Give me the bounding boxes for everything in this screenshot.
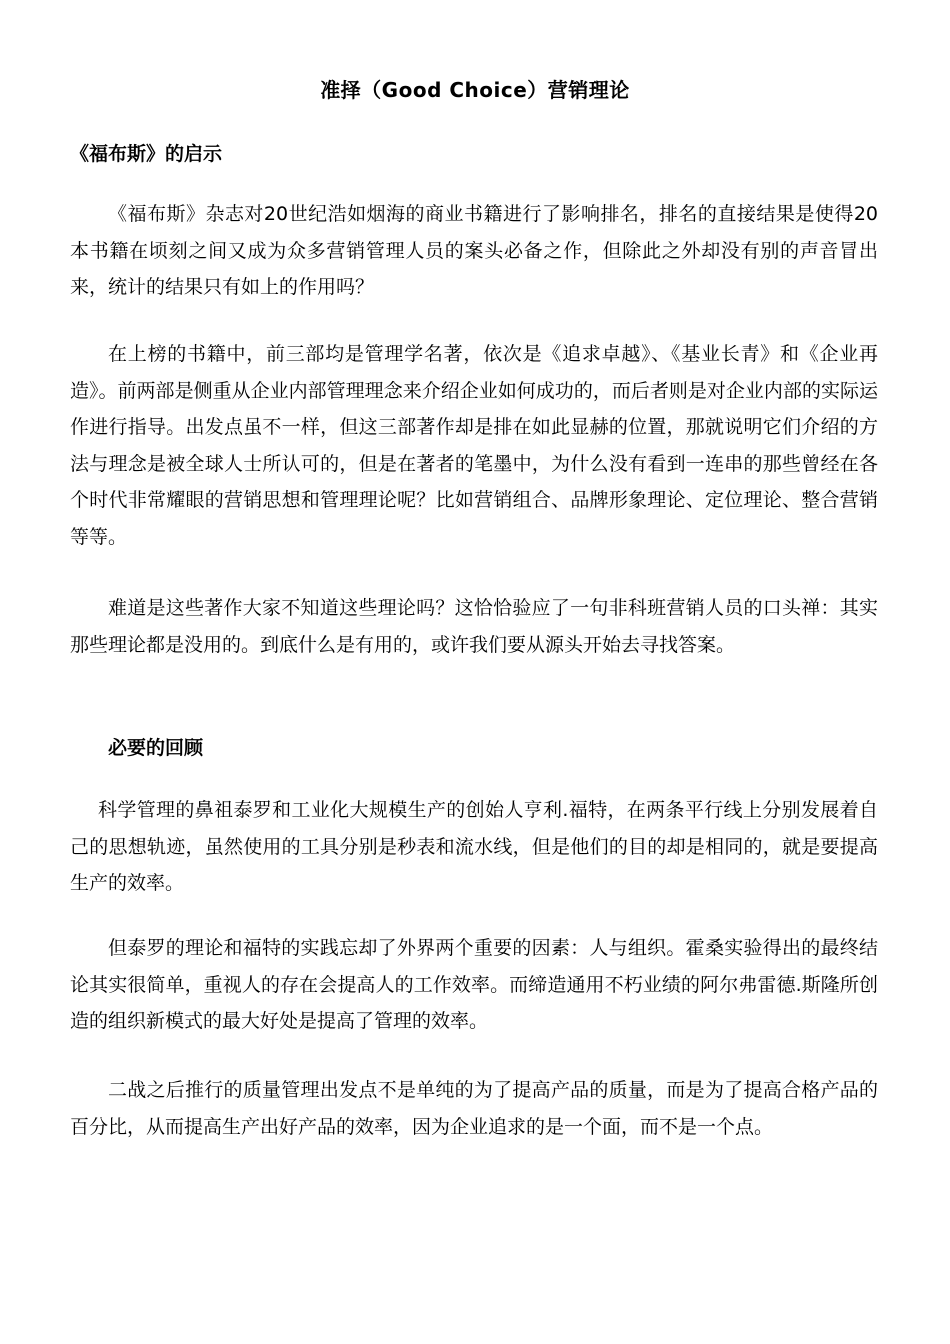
section-heading-review: 必要的回顾 (108, 737, 204, 759)
paragraph: 二战之后推行的质量管理出发点不是单纯的为了提高产品的质量，而是为了提高合格产品的百分比，从而提高生产出好产品的效率，因为企业追求的是一个面，而不是一个点。 (70, 1079, 878, 1138)
paragraph: 《福布斯》杂志对20世纪浩如烟海的商业书籍进行了影响排名，排名的直接结果是使得20本书籍在顷刻之间又成为众多营销管理人员的案头必备之作，但除此之外却没有别的声音冒出来，统计的结果只有如上的作用吗？ (70, 203, 878, 298)
paragraph: 难道是这些著作大家不知道这些理论吗？这恰恰验应了一句非科班营销人员的口头禅：其实那些理论都是没用的。到底什么是有用的，或许我们要从源头开始去寻找答案。 (70, 597, 878, 656)
document-title: 准择（Good Choice）营销理论 (320, 78, 630, 102)
paragraph: 在上榜的书籍中，前三部均是管理学名著，依次是《追求卓越》、《基业长青》和《企业再造》。前两部是侧重从企业内部管理理念来介绍企业如何成功的，而后者则是对企业内部的实际运作进行指导。出发点虽不一样，但这三部著作却是排在如此显赫的位置，那就说明它们介绍的方法与理念是被全球人士所认可的，但是在著者的笔墨中，为什么没有看到一连串的那些曾经在各个时代非常耀眼的营销思想和管理理论呢？比如营销组合、品牌形象理论、定位理论、整合营销等等。 (70, 343, 878, 548)
paragraph: 但泰罗的理论和福特的实践忘却了外界两个重要的因素：人与组织。霍桑实验得出的最终结论其实很简单，重视人的存在会提高人的工作效率。而缔造通用不朽业绩的阿尔弗雷德.斯隆所创造的组织新模式的最大好处是提高了管理的效率。 (70, 937, 878, 1032)
paragraph: 科学管理的鼻祖泰罗和工业化大规模生产的创始人亨利.福特，在两条平行线上分别发展着自己的思想轨迹，虽然使用的工具分别是秒表和流水线，但是他们的目的却是相同的，就是要提高生产的效率。 (70, 799, 878, 894)
section-heading-forbes: 《福布斯》的启示 (70, 143, 223, 165)
